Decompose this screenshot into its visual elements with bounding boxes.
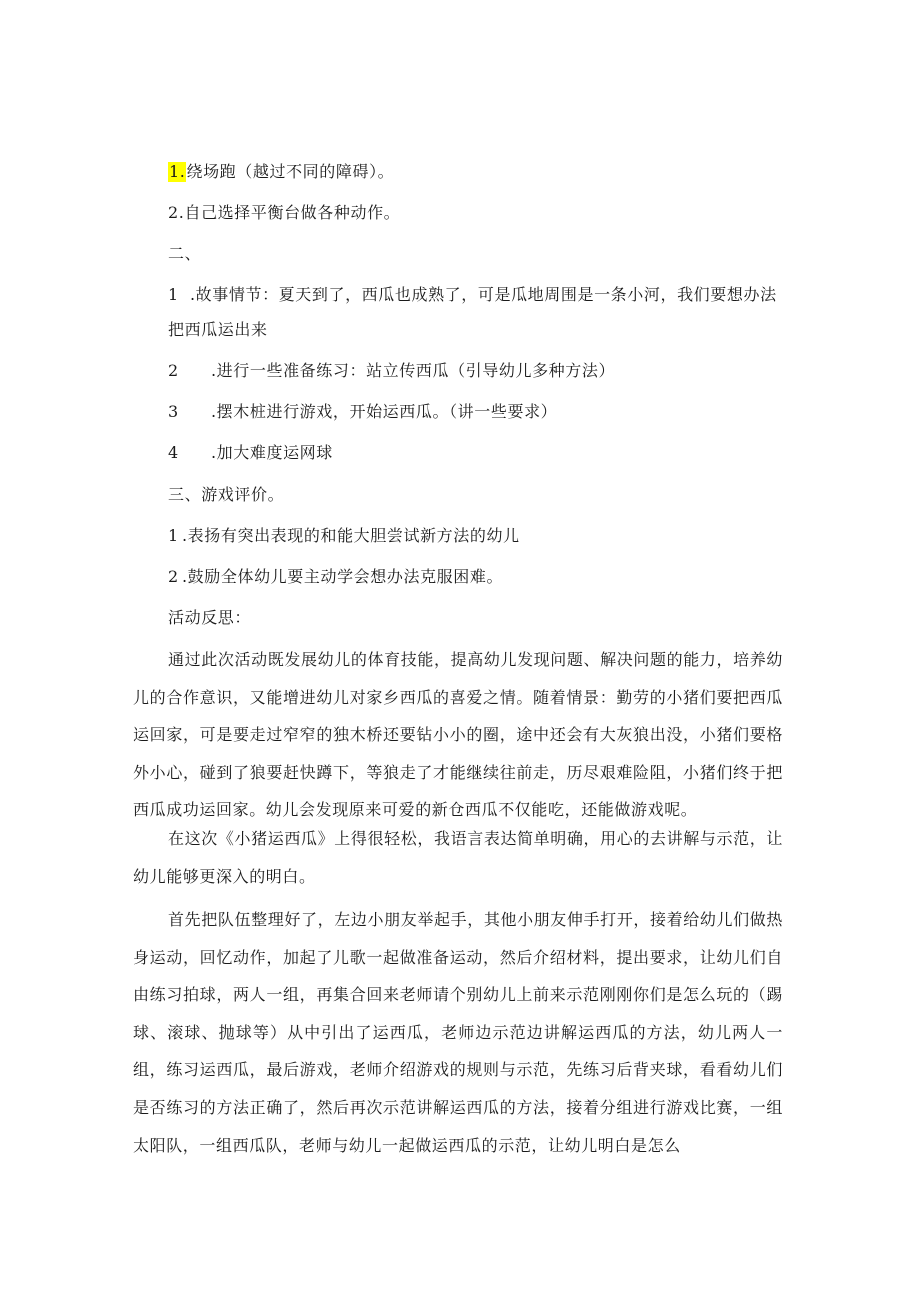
highlighted-number: 1. (169, 162, 186, 181)
reflection-paragraph-3: 首先把队伍整理好了，左边小朋友举起手，其他小朋友伸手打开，接着给幼儿们做热身运动，回忆动作，加起了儿歌一起做准备运动，然后介绍材料，提出要求，让幼儿们自由练习拍球，两人一组，再集合回来老师请个别幼儿上前来示范刚刚你们是怎么玩的（踢球、滚球、抛球等）从中引出了运西瓜，老师边示范边讲解运西瓜的方法，幼儿两人一组，练习运西瓜，最后游戏，老师介绍游戏的规则与示范，先练习后背夹球，看看幼儿们是否练习的方法正确了，然后再次示范讲解运西瓜的方法，接着分组进行游戏比赛，一组太阳队，一组西瓜队，老师与幼儿一起做运西瓜的示范，让幼儿明白是怎么 (133, 910, 783, 1155)
step-number: 4 (168, 443, 179, 462)
eval-text: .鼓励全体幼儿要主动学会想办法克服困难。 (182, 567, 504, 586)
list-item-2: 2.自己选择平衡台做各种动作。 (168, 203, 401, 222)
section-heading-2: 二、 (168, 244, 202, 263)
step-text: .故事情节：夏天到了，西瓜也成熟了，可是瓜地周围是一条小河，我们要想办法 (190, 285, 777, 304)
eval-text: .表扬有突出表现的和能大胆尝试新方法的幼儿 (182, 526, 520, 545)
eval-item-1 (168, 526, 520, 546)
eval-number: 2 (168, 567, 179, 586)
reflection-heading: 活动反思： (168, 608, 252, 627)
step-text: .摆木桩进行游戏，开始运西瓜。（讲一些要求） (211, 402, 558, 421)
step-3 (168, 402, 557, 422)
reflection-paragraph-1: 通过此次活动既发展幼儿的体育技能，提高幼儿发现问题、解决问题的能力，培养幼儿的合作意识，又能增进幼儿对家乡西瓜的喜爱之情。随着情景：勤劳的小猪们要把西瓜运回家，可是要走过窄窄的独木桥还要钻小小的圈，途中还会有大灰狼出没，小猪们要格外小心，碰到了狼要赶快蹲下，等狼走了才能继续往前走，历尽艰难险阻，小猪们终于把西瓜成功运回家。幼儿会发现原来可爱的新仓西瓜不仅能吃，还能做游戏呢。 (133, 650, 783, 820)
step-1-continued: 把西瓜运出来 (168, 320, 268, 339)
step-2 (168, 361, 615, 381)
step-text: .进行一些准备练习：站立传西瓜（引导幼儿多种方法） (211, 361, 616, 380)
reflection-paragraph-2: 在这次《小猪运西瓜》上得很轻松，我语言表达简单明确，用心的去讲解与示范，让幼儿能够更深入的明白。 (133, 829, 783, 886)
step-number: 1 (168, 285, 179, 304)
step-number: 2 (168, 361, 179, 380)
step-4 (168, 443, 333, 463)
section-heading-3: 三、游戏评价。 (168, 485, 285, 504)
step-number: 3 (168, 402, 179, 421)
list-item-1 (168, 162, 394, 182)
step-1 (168, 285, 777, 305)
eval-item-2 (168, 567, 503, 587)
eval-number: 1 (168, 526, 179, 545)
step-text: .加大难度运网球 (211, 443, 333, 462)
list-item-text: 绕场跑（越过不同的障碍）。 (186, 162, 395, 181)
